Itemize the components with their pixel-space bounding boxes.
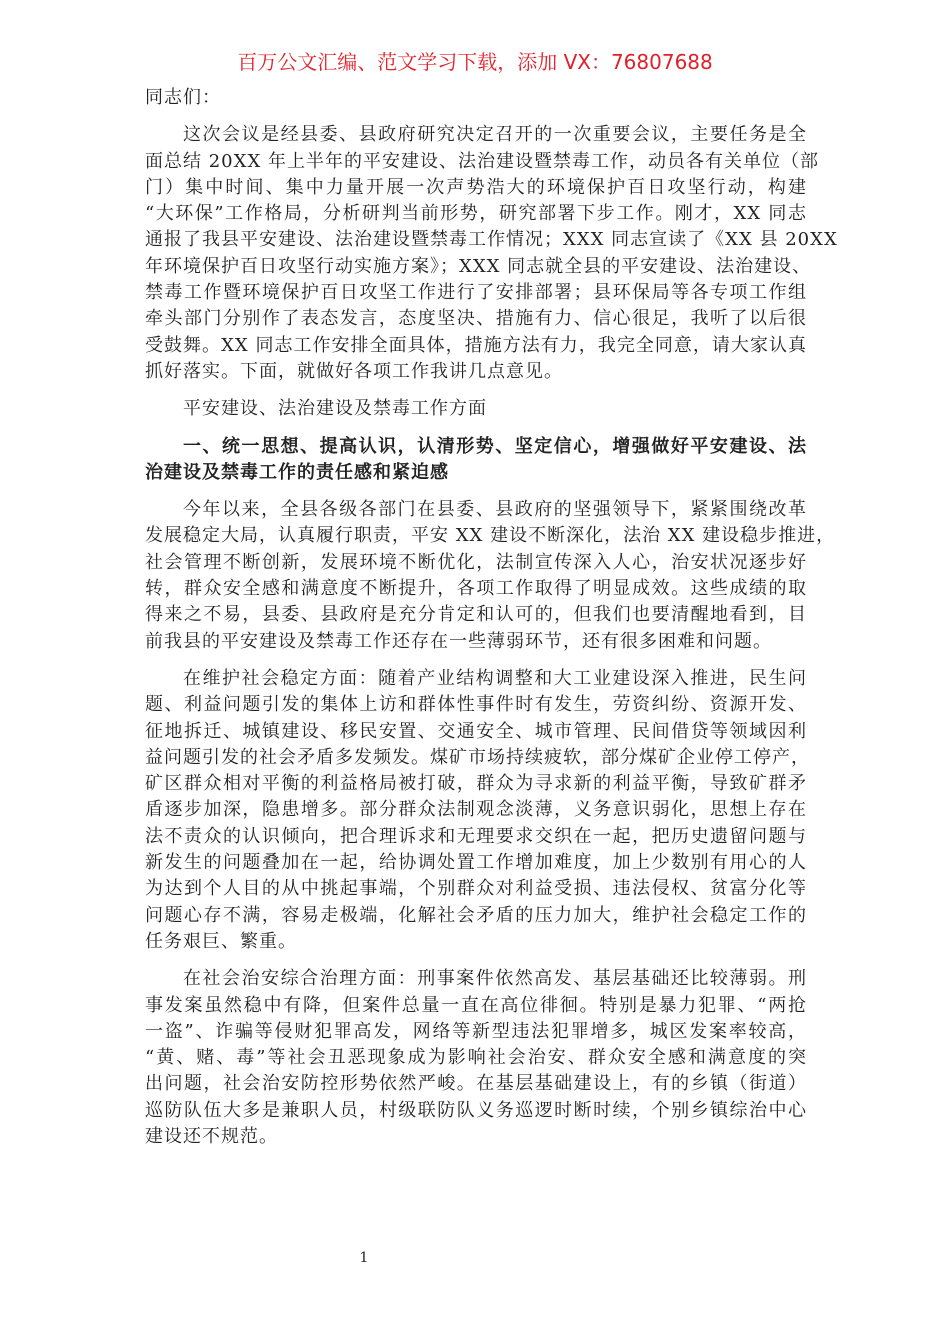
text-line: 问题心存不满，容易走极端，化解社会矛盾的压力加大，维护社会稳定工作的: [145, 904, 807, 926]
text-line: 年环境保护百日攻坚行动实施方案》；XXX 同志就全县的平安建设、法治建设、: [145, 255, 812, 277]
paragraph: [145, 666, 810, 955]
text-line: 平安建设、法治建设及禁毒工作方面: [183, 398, 487, 420]
text-line: “大环保”工作格局，分析研判当前形势，研究部署下步工作。刚才，XX 同志: [145, 203, 807, 225]
document-body: [145, 85, 838, 1161]
text-line: 征地拆迁、城镇建设、移民安置、交通安全、城市管理、民间借贷等领域因利: [145, 720, 807, 742]
text-line: 发展稳定大局，认真履行职责，平安 XX 建设不断深化，法治 XX 建设稳步推进，: [145, 525, 836, 547]
text-line: 在维护社会稳定方面：随着产业结构调整和大工业建设深入推进，民生问: [183, 667, 807, 689]
text-line: 前我县的平安建设及禁毒工作还存在一些薄弱环节，还有很多困难和问题。: [145, 630, 772, 652]
text-line: 题、利益问题引发的集体上访和群体性事件时有发生，劳资纠纷、资源开发、: [145, 694, 807, 716]
text-line: 一、统一思想、提高认识，认清形势、坚定信心，增强做好平安建设、法: [183, 435, 807, 457]
section-heading: [145, 434, 807, 487]
page-number: 1: [359, 1250, 369, 1266]
paragraph: [145, 966, 807, 1150]
text-line: 法不责众的认识倾向，把合理诉求和无理要求交织在一起，把历史遗留问题与: [145, 825, 807, 847]
text-line: 抓好落实。下面，就做好各项工作我讲几点意见。: [145, 360, 563, 382]
paragraph: [145, 497, 836, 655]
text-line: 新发生的问题叠加在一起，给协调处置工作增加难度，加上少数别有用心的人: [145, 852, 807, 874]
subheading: [145, 396, 807, 422]
text-line: 巡防队伍大多是兼职人员，村级联防队义务巡逻时断时续，个别乡镇综治中心: [145, 1099, 807, 1121]
text-line: 门）集中时间、集中力量开展一次声势浩大的环境保护百日攻坚行动，构建: [145, 176, 807, 198]
text-line: 出问题，社会治安防控形势依然严峻。在基层基础建设上，有的乡镇（街道）: [145, 1073, 807, 1095]
text-line: 禁毒工作暨环境保护百日攻坚工作进行了安排部署；县环保局等各专项工作组: [145, 282, 807, 304]
text-line: 这次会议是经县委、县政府研究决定召开的一次重要会议，主要任务是全: [183, 124, 807, 146]
salutation: [145, 85, 807, 111]
text-line: 牵头部门分别作了表态发言，态度坚决、措施有力、信心很足，我听了以后很: [145, 308, 807, 330]
text-line: 受鼓舞。XX 同志工作安排全面具体，措施方法有力，我完全同意，请大家认真: [145, 334, 807, 356]
text-line: 今年以来，全县各级各部门在县委、县政府的坚强领导下，紧紧围绕改革: [183, 499, 807, 521]
text-line: 为达到个人目的从中挑起事端，个别群众对利益受损、违法侵权、贫富分化等: [145, 878, 807, 900]
text-line: 益问题引发的社会矛盾多发频发。煤矿市场持续疲软，部分煤矿企业停工停产，: [145, 746, 810, 768]
text-line: 社会管理不断创新，发展环境不断优化，法制宣传深入人心，治安状况逐步好: [145, 551, 807, 573]
text-line: 转，群众安全感和满意度不断提升，各项工作取得了明显成效。这些成绩的取: [145, 578, 807, 600]
text-line: 治建设及禁毒工作的责任感和紧迫感: [145, 461, 449, 483]
text-line: 在社会治安综合治理方面：刑事案件依然高发、基层基础还比较薄弱。刑: [183, 968, 807, 990]
watermark-banner: 百万公文汇编、范文学习下载，添加 VX：76807688: [237, 50, 713, 74]
paragraph: [145, 122, 838, 385]
text-line: 事发案虽然稳中有降，但案件总量一直在高位徘徊。特别是暴力犯罪、“两抢: [145, 994, 807, 1016]
text-line: 任务艰巨、繁重。: [145, 930, 297, 952]
text-line: “黄、赌、毒”等社会丑恶现象成为影响社会治安、群众安全感和满意度的突: [145, 1047, 807, 1069]
text-line: 面总结 20XX 年上半年的平安建设、法治建设暨禁毒工作，动员各有关单位（部: [145, 150, 819, 172]
text-line: 通报了我县平安建设、法治建设暨禁毒工作情况；XXX 同志宣读了《XX 县 20XX: [145, 229, 838, 251]
text-line: 盾逐步加深，隐患增多。部分群众法制观念淡薄，义务意识弱化，思想上存在: [145, 799, 807, 821]
text-line: 得来之不易，县委、县政府是充分肯定和认可的，但我们也要清醒地看到，目: [145, 604, 807, 626]
text-line: 一盗”、诈骗等侵财犯罪高发，网络等新型违法犯罪增多，城区发案率较高，: [145, 1020, 807, 1042]
text-line: 建设还不规范。: [145, 1125, 278, 1147]
text-line: 矿区群众相对平衡的利益格局被打破，群众为寻求新的利益平衡，导致矿群矛: [145, 773, 807, 795]
salutation-text: 同志们：: [145, 87, 221, 108]
